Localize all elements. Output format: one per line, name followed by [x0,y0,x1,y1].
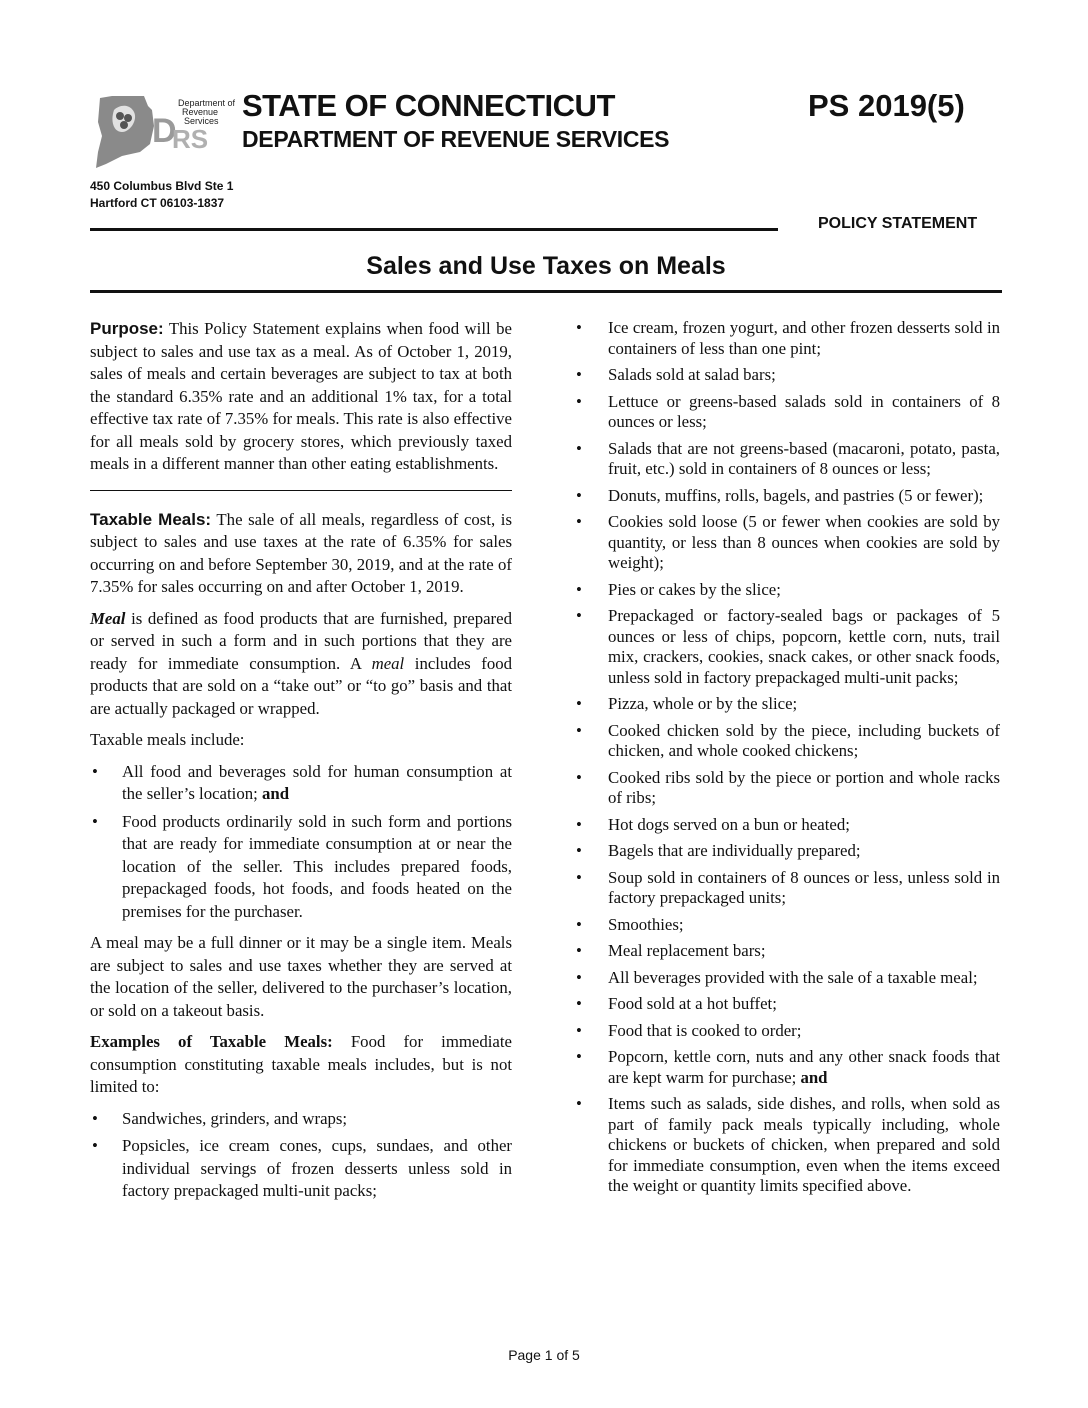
examples-list-left [90,1108,512,1203]
list-item-text: Smoothies; [608,914,684,934]
left-column [90,318,512,1212]
list-item-text: Food that is cooked to order; [608,1020,802,1040]
list-item [574,392,1000,433]
list-item [90,1108,512,1131]
address-line: 450 Columbus Blvd Ste 1 [90,179,234,193]
list-item [574,694,1000,715]
document-number: PS 2019(5) [808,88,965,123]
org-subtitle: DEPARTMENT OF REVENUE SERVICES [242,126,670,152]
list-item [574,815,1000,836]
section-divider [90,490,512,491]
examples-list-right [574,318,1000,1197]
list-item-text: Prepackaged or factory-sealed bags or packages of 5 ounces or less of chips, popcorn, kettle corn, nuts, trail mix, crackers, cookies, snack cakes, or other snack foods, unless sold in factory prepackaged multi-unit packs; [608,606,1000,687]
right-column [574,318,1000,1206]
list-item-text: All beverages provided with the sale of a taxable meal; [608,967,978,987]
list-item [574,915,1000,936]
list-item [574,512,1000,574]
svg-text:Department of: Department of [178,98,236,108]
meal-term: Meal [90,608,126,628]
list-item-text: Hot dogs served on a bun or heated; [608,814,850,834]
taxable-meals-text: The sale of all meals, regardless of cost, is subject to sales and use taxes at the rate of 6.35% for sales occurring on and before September 30, 2019, and at the rate of 7.35% for sales occurring on and after October 1, 2019. [90,509,512,596]
list-item [574,721,1000,762]
purpose-heading: Purpose: [90,319,164,338]
list-item-text: Salads sold at salad bars; [608,365,776,384]
meal-definition-text-2: includes food products that are sold on a “take out” or “to go” basis and that are actually packaged or wrapped. [90,653,513,718]
list-item-conjunction: and [261,784,290,803]
list-item-text: Meal replacement bars; [608,941,766,960]
list-item-text: Bagels that are individually prepared; [608,841,861,860]
page-title: Sales and Use Taxes on Meals [366,252,726,280]
list-item [574,968,1000,989]
list-item [574,1094,1000,1197]
purpose-text: This Policy Statement explains when food will be subject to sales and use tax as a meal. As of October 1, 2019, sales of meals and certain beverages are subject to tax at both the standard 6.35% rate and an additional 1% tax, for a total effective tax rate of 7.35% for meals. This rate is also effective for all meals sold by grocery stores, which previously taxed meals in a different manner than other eating establishments. [90,319,512,473]
meal-definition-text: is defined as food products that are furnished, prepared or served in such a form and in such portions that they are ready for immediate consumption. A [90,608,512,673]
list-item [90,761,512,806]
drs-logo [92,92,236,172]
taxable-meals-list [90,761,512,924]
svg-text:RS: RS [172,124,209,154]
org-title: STATE OF CONNECTICUT [242,88,615,123]
list-item-text: Lettuce or greens-based salads sold in containers of 8 ounces or less; [608,391,1000,431]
list-item-conjunction: and [800,1067,828,1087]
list-item [574,994,1000,1015]
list-item-text: Popcorn, kettle corn, nuts and any other snack foods that are kept warm for purchase; [608,1047,1000,1087]
list-item [574,318,1000,359]
document-type: POLICY STATEMENT [818,215,978,232]
include-intro: Taxable meals include: [90,730,245,749]
list-item [574,868,1000,909]
list-item [90,811,512,924]
list-item-text: Popsicles, ice cream cones, cups, sundaes, and other individual servings of frozen desserts unless sold in factory prepackaged multi-unit packs; [122,1136,512,1200]
list-item-text: Food products ordinarily sold in such form and portions that are ready for immediate consumption at or near the location of the seller. This includes prepared foods, prepackaged foods, hot foods, and foods heated on the premises for the purchaser. [122,811,512,921]
list-item-text: Sandwiches, grinders, and wraps; [122,1108,348,1128]
purpose-paragraph [90,318,512,476]
examples-text: Food for immediate consumption constituting taxable meals includes, but is not limited to: [90,1032,512,1096]
list-item [574,1021,1000,1042]
list-item-text: Pizza, whole or by the slice; [608,694,798,713]
list-item-text: Soup sold in containers of 8 ounces or less, unless sold in factory prepackaged units; [608,867,1000,907]
list-item-text: Items such as salads, side dishes, and rolls, when sold as part of family pack meals typically including, whole chickens or buckets of chicken, when prepared and sold for immediate consumption, even when the items exceed the weight or quantity limits specified above. [608,1094,1000,1195]
list-item-text: All food and beverages sold for human consumption at the seller’s location; [122,761,512,803]
list-item-text: Food sold at a hot buffet; [608,994,777,1013]
list-item [574,580,1000,601]
list-item-text: Ice cream, frozen yogurt, and other frozen desserts sold in containers of less than one pint; [608,318,1000,358]
list-item [574,365,1000,386]
taxable-meals-heading: Taxable Meals: [90,509,212,529]
list-item [574,841,1000,862]
list-item [574,941,1000,962]
list-item [90,1135,512,1203]
list-item [574,1047,1000,1088]
page-number: Page 1 of 5 [508,1347,580,1363]
list-item [574,486,1000,507]
list-item-text: Salads that are not greens-based (macaroni, potato, pasta, fruit, etc.) sold in containers of 8 ounces or less; [608,438,1000,478]
svg-text:Services: Services [184,116,219,126]
header-rule [90,228,778,231]
meal-term-inline: meal [371,653,405,673]
list-item-text: Cooked ribs sold by the piece or portion and whole racks of ribs; [608,767,1000,807]
address-line: Hartford CT 06103-1837 [90,196,225,210]
list-item-text: Cookies sold loose (5 or fewer when cookies are sold by quantity, or less than 8 ounces when cookies are sold by weight); [608,512,1000,572]
taxable-meals-paragraph [90,509,512,599]
svg-text:D: D [152,112,177,150]
examples-paragraph [90,1031,512,1099]
title-rule [90,290,1002,293]
svg-text:Revenue: Revenue [182,107,219,117]
meal-definition-paragraph [90,608,512,721]
list-item [574,439,1000,480]
list-item-text: Donuts, muffins, rolls, bagels, and pastries (5 or fewer); [608,485,984,505]
list-item [574,768,1000,809]
list-item-text: Cooked chicken sold by the piece, including buckets of chicken, and whole cooked chickens; [608,720,1000,760]
list-item [574,606,1000,688]
examples-heading: Examples of Taxable Meals: [90,1032,333,1051]
list-item-text: Pies or cakes by the slice; [608,579,781,599]
address-block [90,178,233,212]
single-item-paragraph: A meal may be a full dinner or it may be a single item. Meals are subject to sales and use taxes whether they are served at the location of the seller, delivered to the purchaser’s location, or sold on a takeout basis. [90,933,512,1020]
